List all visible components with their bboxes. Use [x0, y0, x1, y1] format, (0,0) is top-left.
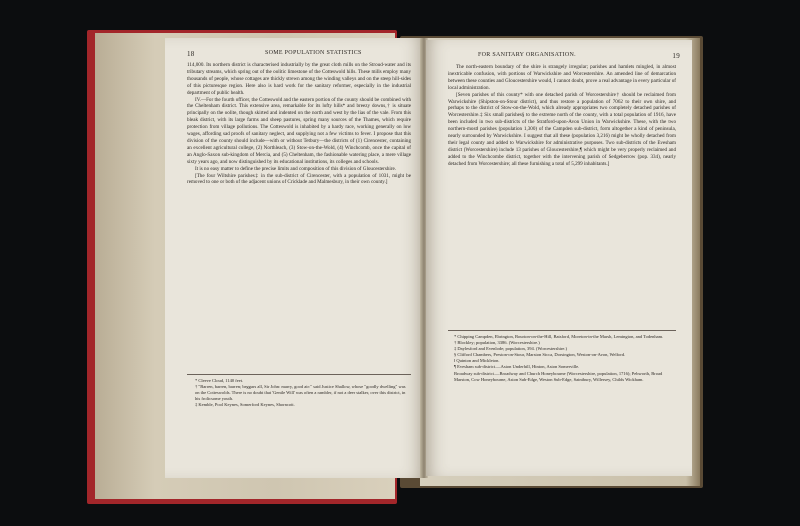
- left-running-head: SOME POPULATION STATISTICS: [265, 50, 362, 56]
- left-footnote: † "Barren, barren, barren; beggars all, Sir John: marry, good air:" said Justice Shallow, whose "goodly dwelling" was on the Cotteswolds. There is no doubt that 'Gentle Will' was often a rambler, if not a deer stalker, over this district, in his frolicsome youth.: [195, 384, 406, 402]
- right-body-text: [448, 64, 676, 168]
- left-paragraph: [The four Wiltshire parishes‡ in the sub-district of Cirencester, with a population of 1031, might be removed to one or both of the adjacent unions of Cricklade and Malmesbury, in their own county.]: [187, 172, 411, 186]
- right-footnote: ‖ Quinton and Mickleton.: [454, 358, 500, 364]
- right-running-head: FOR SANITARY ORGANISATION.: [478, 52, 576, 58]
- right-footnote: Broadway sub-district.—Broadway and Church Honeybourne (Worcestershire, population, 1716); Pebworth, Broad Marston, Cow Honeybourne, Aston Sub-Edge, Weston Sub-Edge, Saintbury, Willersey, Childs Wickham.: [454, 370, 663, 382]
- left-page-number: 18: [187, 50, 195, 58]
- right-page-header: [448, 52, 680, 62]
- right-footnotes: [454, 334, 676, 383]
- left-footnotes: [195, 378, 411, 408]
- left-body-text: [187, 62, 411, 186]
- right-footnote-rule: [448, 330, 676, 331]
- left-page-header: [187, 50, 417, 60]
- left-paragraph: 114,000. Its northern district is characterised industrially by the great cloth mills on the Stroud-water and its tributary streams, which spring out of the oolitic limestone of the Cotteswold hills. These mills employ many thousands of people, whose cottages are thickly strewn among the winding valleys and on the steep hill-sides of this picturesque region. Here also is hard work for the sanitary reformer, especially in the industrial department of public health.: [187, 62, 411, 96]
- right-footnote: ‡ Daylesford and Evenlode; population, 394. (Worcestershire.): [454, 346, 567, 352]
- left-paragraph: It is no easy matter to define the precise limits and composition of this division of Gloucestershire.: [195, 165, 397, 172]
- left-footnote-rule: [187, 374, 411, 375]
- right-footnote: ¶ Evesham sub-district.—Aston Underhill, Hinton, Aston Somerville.: [454, 364, 580, 370]
- left-footnote: ‡ Kemble, Pool Keynes, Somerford Keynes, Shorncott.: [195, 402, 295, 408]
- right-paragraph: [Seven parishes of this county* with one detached parish of Worcestershire† should be reclaimed from Warwickshire (Shipston-on-Stour district), and thus restore a population of 7062 to their own shire, and perhaps to the district of Stow-on-the-Wold, which already appropriates two completely detached parishes of Worcestershire.‡ Six small parishes§ to the extreme north of the county, with a total population of 1916, have been included in two sub-districts of the Stratford-upon-Avon Union in Warwickshire. These, with the two northern-most‖ parishes (population 1,300) of the Campden sub-district, form altogether a kind of peninsula, nearly surrounded by Warwickshire. I suggest that all these (population 3,216) might be wholly detached from their legal county and added to Warwickshire for administrative purposes. Two sub-districts of the Evesham district (Worcestershire) include 13 parishes of Gloucestershire,¶ which might be very properly reclaimed and added to the Winchcombe district, together with the intervening parish of Sedgeberrow (pop. 334), nearly detached from Worcestershire; all these furnishing a total of 5,299 inhabitants.]: [448, 91, 676, 167]
- left-footnote: * Cleeve Cloud, 1140 feet.: [195, 378, 244, 383]
- right-page-number: 19: [672, 52, 680, 60]
- left-page: [165, 38, 423, 478]
- right-paragraph: The north-eastern boundary of the shire is strangely irregular; parishes and hamlets mingled, in almost inextricable confusion, with portions of Warwickshire and Worcestershire. An amended line of demarcation between these counties and Gloucestershire would, I cannot doubt, prove a real advantage in every particular of local administration.: [448, 64, 676, 91]
- right-page: [426, 40, 692, 476]
- right-footnote: † Blockley; population, 3386. (Worcestershire.): [454, 340, 540, 346]
- right-footnote: § Clifford Chambers, Preston-on-Stour, Marston Sicca, Dorsington, Weston-on-Avon, Welford.: [454, 352, 626, 358]
- right-footnote: * Chipping Campden, Ebrington, Bourton-on-the-Hill, Batsford, Moreton-in-the Marsh, Lemington, and Todenham.: [454, 334, 664, 339]
- left-paragraph: IV.—For the fourth officer, the Cotteswold and the eastern portion of the county should be combined with the Cheltenham district. This extensive area, remarkable for its lofty hills* and breezy downs,† is situate principally on the oolite, though skirted and indented on the north and west by the lias of the vale. From this bleak district, with its large farms and sheep pastures, spring many sources of the Thames, which require protection from village pollutions. The Cotteswold is inhabited by a hardy race, working generally on low wages, affording sad proofs of sanitary neglect, and supplying not a few victims to fever. I propose that this division of the county should include—with or without Tetbury—the districts of (1) Cirencester, containing an excellent agricultural college, (2) Northleach, (3) Stow-on-the-Wold, (4) Winchcomb, once the capital of an Anglo-Saxon sub-kingdom of Mercia, and (5) Cheltenham, the fashionable watering place, a mere village sixty years ago, and now distinguished by its educational institutions, its colleges and schools.: [187, 96, 411, 165]
